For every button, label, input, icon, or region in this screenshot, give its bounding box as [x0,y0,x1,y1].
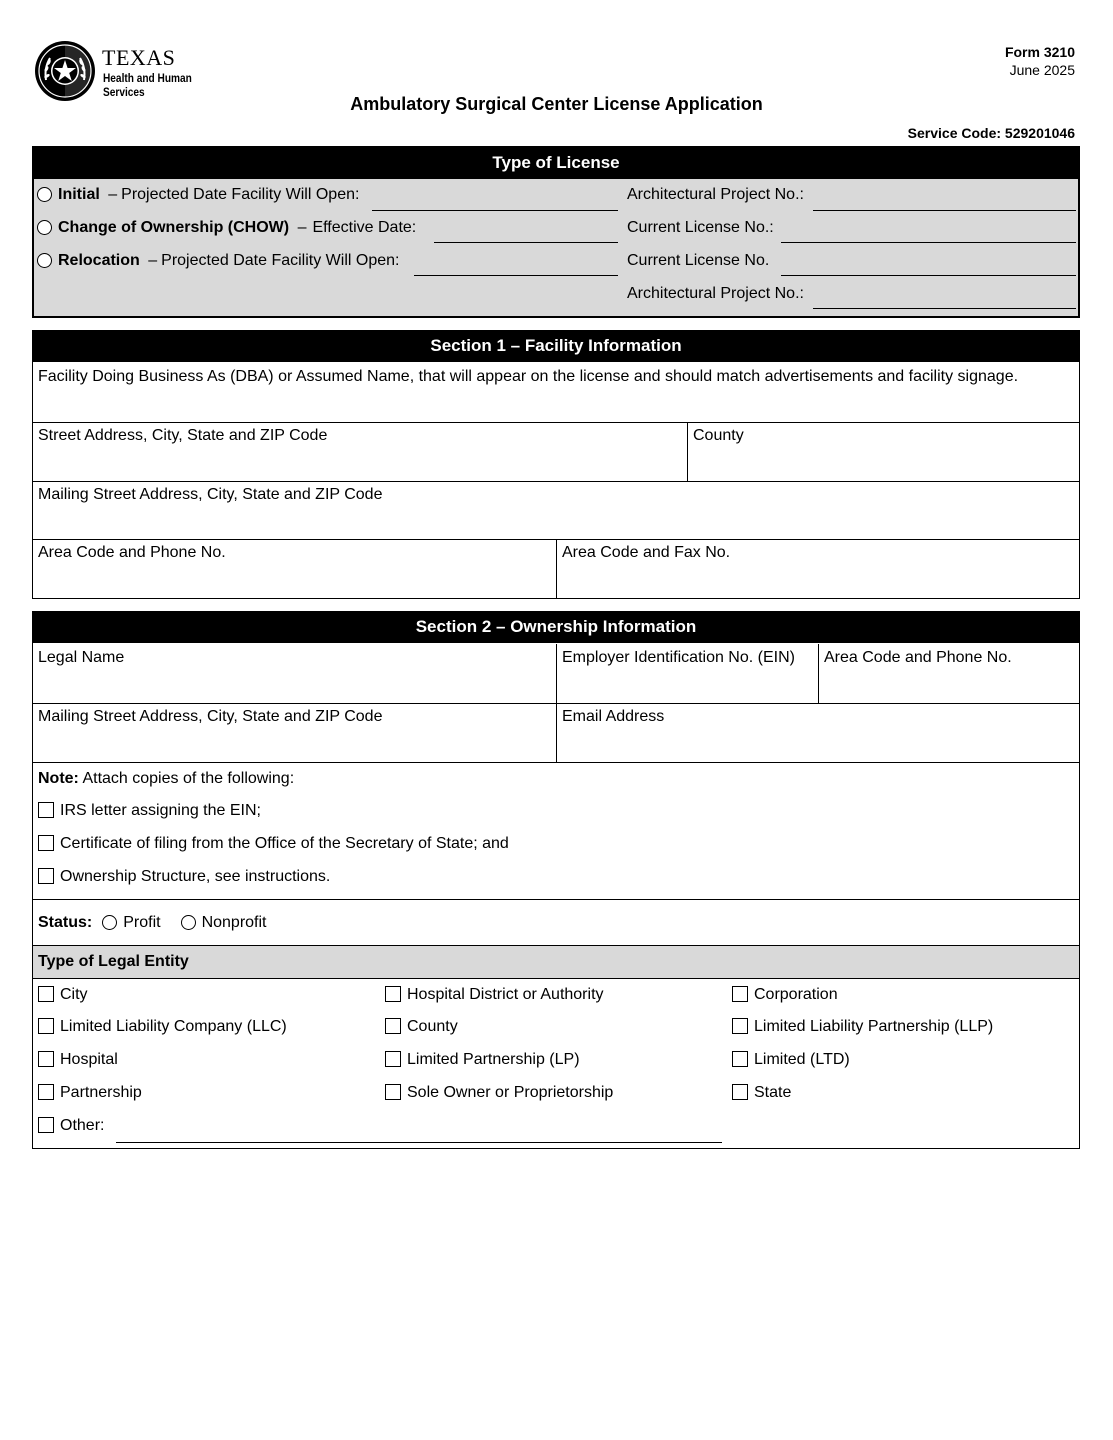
status-row [38,914,267,932]
note-text: Attach copies of the following: [82,770,295,787]
dash: – [108,186,118,203]
entity-partnership[interactable] [38,1084,142,1102]
texas-seal-icon [34,40,96,102]
arch-project-label-1: Architectural Project No.: [627,186,804,203]
entity-label: Sole Owner or Proprietorship [407,1084,614,1101]
initial-open-date-input[interactable] [372,210,618,211]
current-license-label-2: Current License No. [627,252,770,269]
checkbox-certificate[interactable] [38,835,54,851]
ein-label: Employer Identification No. (EIN) [562,649,795,666]
radio-chow[interactable] [37,220,52,235]
street-address-field[interactable] [33,422,687,481]
checkbox[interactable] [732,1051,748,1067]
license-option-relocation[interactable] [37,252,399,276]
radio-profit[interactable] [102,915,117,930]
attachment-irs-letter[interactable] [38,802,261,820]
attachment-label: IRS letter assigning the EIN; [60,802,261,819]
license-option-initial[interactable] [37,186,359,210]
entity-corporation[interactable] [732,986,838,1004]
county-field[interactable] [688,422,1079,481]
checkbox[interactable] [38,1018,54,1034]
other-entity-input[interactable] [116,1142,722,1143]
dash: – [297,219,307,236]
dba-label: Facility Doing Business As (DBA) or Assumed Name, that will appear on the license and should match advertisements and facility signage. [38,368,1019,385]
checkbox[interactable] [385,986,401,1002]
license-option-chow[interactable] [37,219,416,243]
email-label: Email Address [562,708,665,725]
logo-agency-line2: Services [103,87,145,99]
entity-state[interactable] [732,1084,791,1102]
page-title: Ambulatory Surgical Center License Application [350,94,763,114]
entity-llc[interactable] [38,1018,287,1036]
entity-sole-owner[interactable] [385,1084,613,1102]
status-profit-label[interactable]: Profit [123,914,161,931]
divider [33,899,1079,900]
radio-relocation[interactable] [37,253,52,268]
option-label: Change of Ownership (CHOW) [58,219,290,236]
service-code: Service Code: 529201046 [907,125,1075,141]
county-label: County [693,427,744,444]
attachment-label: Ownership Structure, see instructions. [60,868,331,885]
owner-mailing-label: Mailing Street Address, City, State and ZIP Code [38,708,383,725]
entity-label: Limited Partnership (LP) [407,1051,580,1068]
divider [33,762,1079,763]
form-number: Form 3210 [1004,44,1075,60]
checkbox-other[interactable] [38,1117,54,1133]
entity-hospital[interactable] [38,1051,118,1069]
legal-name-field[interactable] [33,644,556,703]
current-license-input-1[interactable] [781,242,1076,243]
radio-initial[interactable] [37,187,52,202]
section1-heading: Section 1 – Facility Information [32,330,1080,362]
logo-agency-line1: Health and Human [103,73,192,85]
checkbox-irs-letter[interactable] [38,802,54,818]
email-field[interactable] [557,703,1079,762]
checkbox-ownership-structure[interactable] [38,868,54,884]
legal-entity-heading: Type of Legal Entity [33,946,1079,979]
phone-label: Area Code and Phone No. [38,544,226,561]
mailing-address-label: Mailing Street Address, City, State and ZIP Code [38,486,383,503]
checkbox[interactable] [38,986,54,1002]
entity-label: Limited (LTD) [754,1051,850,1068]
entity-label: Limited Liability Company (LLC) [60,1018,287,1035]
owner-mailing-field[interactable] [33,703,556,762]
logo-texas-text: TEXAS [102,45,176,70]
checkbox[interactable] [732,1018,748,1034]
dash: – [148,252,158,269]
current-license-input-2[interactable] [781,275,1076,276]
attachment-ownership-structure[interactable] [38,868,330,886]
entity-label: Limited Liability Partnership (LLP) [754,1018,994,1035]
fax-label: Area Code and Fax No. [562,544,731,561]
checkbox[interactable] [38,1084,54,1100]
checkbox[interactable] [385,1084,401,1100]
dba-field[interactable] [33,363,1079,422]
ein-field[interactable] [557,644,818,703]
divider [33,978,1079,979]
relocation-open-date-input[interactable] [414,275,618,276]
checkbox[interactable] [385,1051,401,1067]
field-label: Projected Date Facility Will Open: [161,252,400,269]
entity-hospital-district[interactable] [385,986,604,1004]
ownership-info-section [32,611,1080,1149]
legal-name-label: Legal Name [38,649,125,666]
entity-label: Hospital District or Authority [407,986,604,1003]
radio-nonprofit[interactable] [181,915,196,930]
entity-label: County [407,1018,458,1035]
entity-label: Partnership [60,1084,142,1101]
checkbox[interactable] [732,1084,748,1100]
attachment-certificate[interactable] [38,835,509,853]
checkbox[interactable] [385,1018,401,1034]
entity-ltd[interactable] [732,1051,850,1069]
mailing-address-field[interactable] [33,481,1079,540]
entity-label: City [60,986,88,1003]
license-type-section [32,146,1080,318]
entity-label: Other: [60,1117,105,1134]
attachment-label: Certificate of filing from the Office of the Secretary of State; and [60,835,509,852]
owner-phone-label: Area Code and Phone No. [824,649,1012,666]
entity-lp[interactable] [385,1051,580,1069]
status-label: Status: [38,914,93,931]
option-label: Initial [58,186,100,203]
option-label: Relocation [58,252,140,269]
facility-info-section [32,330,1080,599]
note-bold: Note: [38,770,79,787]
arch-project-input-1[interactable] [813,210,1076,211]
owner-phone-field[interactable] [819,644,1079,703]
entity-other[interactable] [38,1117,104,1135]
current-license-label-1: Current License No.: [627,219,774,236]
street-address-label: Street Address, City, State and ZIP Code [38,427,328,444]
chow-effective-date-input[interactable] [434,242,618,243]
entity-label: State [754,1084,792,1101]
entity-county[interactable] [385,1018,458,1036]
status-nonprofit-label[interactable]: Nonprofit [201,914,267,931]
field-label: Projected Date Facility Will Open: [121,186,360,203]
checkbox[interactable] [38,1051,54,1067]
arch-project-label-2: Architectural Project No.: [627,285,804,302]
entity-label: Hospital [60,1051,118,1068]
entity-city[interactable] [38,986,88,1004]
form-date: June 2025 [1009,62,1075,78]
facility-phone-field[interactable] [33,539,556,598]
license-type-heading: Type of License [33,147,1079,179]
checkbox[interactable] [732,986,748,1002]
entity-label: Corporation [754,986,838,1003]
field-label: Effective Date: [312,219,417,236]
attachment-note [38,770,294,788]
entity-llp[interactable] [732,1018,993,1036]
arch-project-input-2[interactable] [813,308,1076,309]
section2-heading: Section 2 – Ownership Information [32,611,1080,643]
facility-fax-field[interactable] [557,539,1079,598]
